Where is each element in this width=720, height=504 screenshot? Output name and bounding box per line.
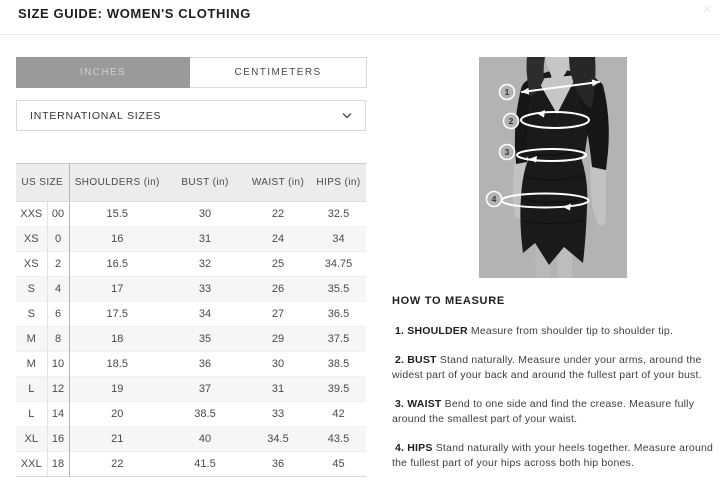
waist-cell: 34.5 [245, 427, 311, 452]
size-chart-panel [16, 57, 367, 477]
shoulders-cell: 20 [69, 402, 165, 427]
hips-cell: 32.5 [327, 208, 350, 220]
tab-inches[interactable]: INCHES [16, 57, 190, 88]
bust-cell: 38.5 [165, 402, 245, 427]
size-number-cell: 10 [47, 352, 69, 377]
header-bust: BUST (in) [165, 164, 245, 202]
tab-centimeters[interactable]: CENTIMETERS [190, 57, 367, 88]
size-number-cell: 4 [47, 277, 69, 302]
bust-cell: 36 [165, 352, 245, 377]
marker-4: 4 [491, 194, 497, 204]
table-row [16, 202, 366, 227]
bust-cell: 31 [165, 227, 245, 252]
how-to-measure-panel [392, 57, 715, 471]
shoulders-cell: 18 [69, 327, 165, 352]
waist-cell: 22 [271, 208, 285, 220]
marker-3: 3 [504, 147, 510, 157]
measure-steps [392, 324, 715, 471]
measure-step: 3. WAIST Bend to one side and find the crease. Measure fully around the smallest part of your waist. [392, 398, 695, 425]
table-row [16, 352, 366, 377]
bust-cell: 34 [165, 302, 245, 327]
measurement-figure-image [479, 57, 627, 278]
bust-cell: 32 [165, 252, 245, 277]
size-number-cell: 14 [47, 402, 69, 427]
size-letter-cell: M [16, 352, 47, 377]
shoulders-cell: 17.5 [69, 302, 165, 327]
waist-cell: 26 [245, 277, 311, 302]
international-sizes-dropdown[interactable] [16, 100, 366, 131]
model-figure-svg [479, 57, 627, 278]
table-row [16, 427, 366, 452]
table-row [16, 452, 366, 477]
how-to-measure-heading: HOW TO MEASURE [392, 295, 505, 307]
size-number-cell: 8 [47, 327, 69, 352]
bust-cell: 35 [165, 327, 245, 352]
hips-cell: 35.5 [311, 277, 366, 302]
bust-cell: 41.5 [165, 452, 245, 477]
measure-step-label: 1. SHOULDER [395, 325, 468, 337]
bust-cell: 33 [165, 277, 245, 302]
shoulders-cell: 19 [69, 377, 165, 402]
waist-cell: 31 [245, 377, 311, 402]
waist-cell: 29 [245, 327, 311, 352]
table-row [16, 277, 366, 302]
table-header-row [16, 164, 366, 202]
unit-tabs [16, 57, 367, 88]
size-letter-cell: XL [16, 427, 47, 452]
shoulders-cell: 16 [69, 227, 165, 252]
shoulders-cell: 21 [69, 427, 165, 452]
page-title: SIZE GUIDE: WOMEN'S CLOTHING [18, 6, 251, 21]
hips-cell: 38.5 [311, 352, 366, 377]
size-letter-cell: S [16, 277, 47, 302]
header-shoulders: SHOULDERS (in) [69, 164, 165, 202]
waist-cell: 36 [245, 452, 311, 477]
bust-cell: 40 [165, 427, 245, 452]
waist-cell: 27 [245, 302, 311, 327]
bust-cell: 30 [198, 208, 212, 220]
shoulders-cell: 17 [69, 277, 165, 302]
hips-cell: 37.5 [311, 327, 366, 352]
table-row [16, 252, 366, 277]
waist-cell: 24 [245, 227, 311, 252]
header-us-size: US SIZE [16, 164, 69, 202]
size-letter-cell: XS [16, 252, 47, 277]
table-row [16, 402, 366, 427]
dropdown-selected-value: INTERNATIONAL SIZES [30, 109, 162, 122]
hips-cell: 45 [311, 452, 366, 477]
chevron-down-icon [342, 112, 352, 119]
measure-step: 4. HIPS Stand naturally with your heels together. Measure around the fullest part of your hips across both hip bones. [392, 442, 714, 469]
shoulders-cell: 16.5 [69, 252, 165, 277]
hips-cell: 39.5 [311, 377, 366, 402]
size-letter-cell: XXS [16, 202, 47, 227]
size-letter-cell: XXL [16, 452, 47, 477]
size-letter-cell: XS [16, 227, 47, 252]
header-waist: WAIST (in) [245, 164, 311, 202]
size-table-body [16, 202, 366, 477]
measure-step: 2. BUST Stand naturally. Measure under your arms, around the widest part of your back and around the fullest part of your bust. [392, 354, 702, 381]
size-number-cell: 6 [47, 302, 69, 327]
measure-step: 1. SHOULDER Measure from shoulder tip to shoulder tip. [395, 325, 674, 337]
close-icon[interactable]: × [702, 1, 712, 18]
waist-cell: 30 [245, 352, 311, 377]
waist-cell: 25 [245, 252, 311, 277]
size-letter-cell: S [16, 302, 47, 327]
hips-cell: 36.5 [311, 302, 366, 327]
size-number-cell: 18 [47, 452, 69, 477]
size-letter-cell: M [16, 327, 47, 352]
hips-cell: 42 [311, 402, 366, 427]
hips-cell: 34.75 [311, 252, 366, 277]
shoulders-cell: 15.5 [106, 208, 128, 220]
hips-cell: 34 [311, 227, 366, 252]
size-number-cell: 0 [47, 227, 69, 252]
table-row [16, 302, 366, 327]
marker-2: 2 [508, 116, 514, 126]
table-row [16, 327, 366, 352]
waist-cell: 33 [245, 402, 311, 427]
header-divider [0, 34, 720, 35]
bust-cell: 37 [165, 377, 245, 402]
size-number-cell: 12 [47, 377, 69, 402]
measure-step-label: 3. WAIST [395, 398, 442, 410]
marker-1: 1 [504, 87, 510, 97]
hips-cell: 43.5 [311, 427, 366, 452]
size-number-cell: 00 [47, 202, 69, 227]
shoulders-cell: 22 [69, 452, 165, 477]
table-row [16, 227, 366, 252]
size-letter-cell: L [16, 402, 47, 427]
header-hips: HIPS (in) [311, 164, 366, 202]
measure-step-label: 2. BUST [395, 354, 437, 366]
size-table [16, 163, 366, 477]
size-letter-cell: L [16, 377, 47, 402]
table-row [16, 377, 366, 402]
size-number-cell: 16 [47, 427, 69, 452]
size-number-cell: 2 [47, 252, 69, 277]
measure-step-label: 4. HIPS [395, 442, 433, 454]
shoulders-cell: 18.5 [69, 352, 165, 377]
